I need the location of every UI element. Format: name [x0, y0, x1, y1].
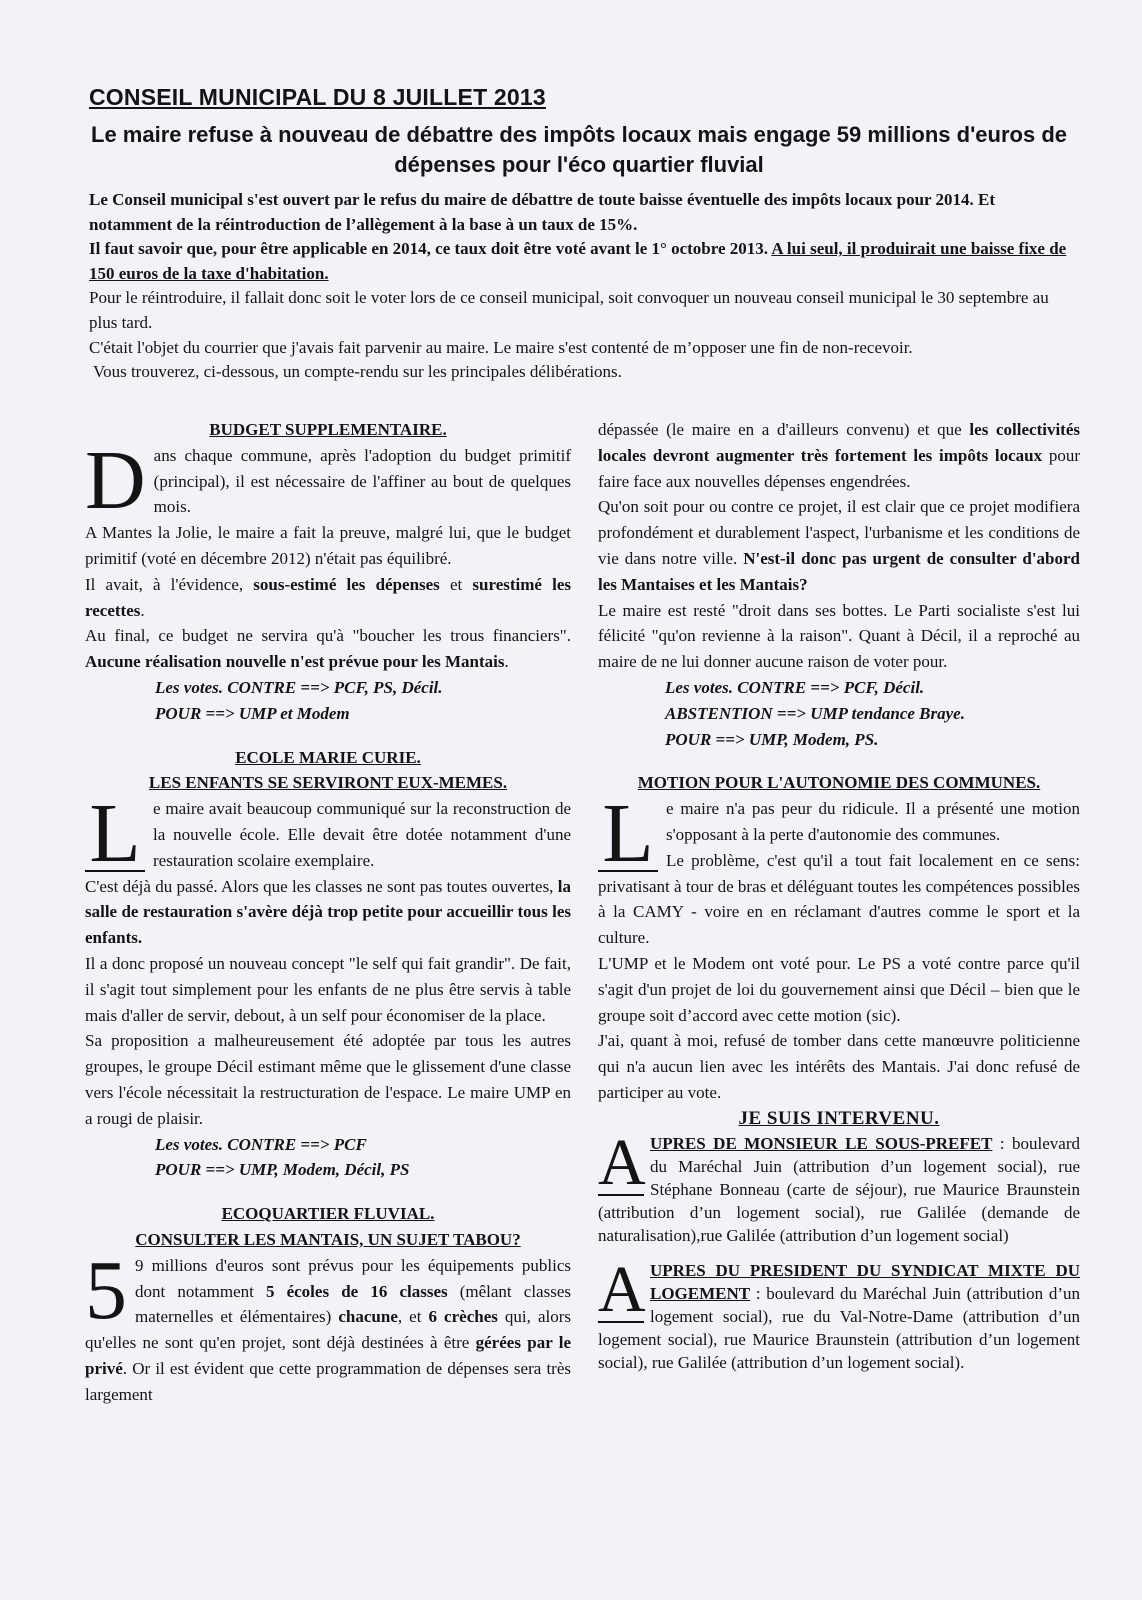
eco-p1-a: 9 millions d'euros sont prévus pour les équipements publics dont notamment: [135, 1255, 571, 1301]
eco-p1-e: , et: [397, 1307, 422, 1327]
right-p1-bold: les collectivités locales devront augmenter très fortement les impôts locaux: [598, 420, 1080, 465]
ecole-p2-bold: la salle de restauration s'avère déjà trop petite pour accueillir tous les enfants.: [85, 876, 571, 948]
ecole-paragraph-2: [85, 874, 571, 951]
intro-paragraph-3: Pour le réintroduire, il fallait donc soit le voter lors de ce conseil municipal, soit convoquer un nouveau conseil municipal le 30 septembre au plus tard.: [89, 288, 1049, 332]
ecole-heading-2: LES ENFANTS SE SERVIRONT EUX-MEMES.: [148, 773, 508, 793]
ecole-p2-a: C'est déjà du passé. Alors que les classes ne sont pas toutes ouvertes,: [85, 876, 554, 896]
budget-paragraph-2: A Mantes la Jolie, le maire a fait la preuve, malgré lui, que le budget primitif (voté en décembre 2012) n'était pas équilibré.: [85, 523, 571, 568]
intro-p2-text: Il faut savoir que, pour être applicable en 2014, ce taux doit être voté avant le 1° octobre 2013.: [89, 239, 769, 259]
eco-p1-bold-3: 6 crèches: [428, 1307, 498, 1327]
budget-p3-bold-1: sous-estimé les dépenses: [253, 574, 440, 594]
eco-paragraph-1: [85, 1243, 572, 1408]
intro-paragraph-2: [89, 237, 1081, 286]
motion-paragraph-1: [598, 787, 1080, 881]
intervenu-syndicat: [598, 1252, 1080, 1374]
ecole-p1-text: e maire avait beaucoup communiqué sur la reconstruction de la nouvelle école. Elle devait être dotée notamment d'une restauration scolaire exemplaire.: [153, 799, 571, 870]
page-subtitle: Le maire refuse à nouveau de débattre des impôts locaux mais engage 59 millions d'euros de dépenses pour l'éco quartier fluvial: [91, 122, 1067, 177]
intervenu-sous-prefet-text: : boulevard du Maréchal Juin (attribution d’un logement social), rue Stéphane Bonneau (carte de séjour), rue Maurice Braunstein (attribution d’un logement social), rue Galilée (demande de naturalisation),rue Galilée (attribution d’un logement social): [598, 1133, 1080, 1245]
budget-votes-pour: POUR ==> UMP et Modem: [155, 703, 350, 723]
intro-paragraph-1: Le Conseil municipal s'est ouvert par le refus du maire de débattre de toute baisse éventuelle des impôts locaux pour 2014. Et notamment de la réintroduction de l’allègement à la base à un taux de 15%.: [89, 190, 996, 234]
intro-section: [89, 188, 1081, 385]
budget-paragraph-4: [85, 623, 571, 675]
budget-p3-a: Il avait, à l'évidence,: [85, 574, 244, 594]
budget-p4-bold: Aucune réalisation nouvelle n'est prévue pour les Mantais: [85, 652, 505, 672]
budget-p3-c: et: [449, 574, 463, 594]
ecole-votes-pour: POUR ==> UMP, Modem, Décil, PS: [155, 1160, 410, 1180]
budget-paragraph-1: [85, 433, 571, 527]
intro-paragraph-4: C'était l'objet du courrier que j'avais fait parvenir au maire. Le maire s'est contenté de m’opposer une fin de non-recevoir.: [89, 337, 913, 357]
intervenu-sous-prefet-title: UPRES DE MONSIEUR LE SOUS-PREFET: [650, 1133, 993, 1153]
right-column: [598, 417, 1080, 1374]
motion-paragraph-3: L'UMP et le Modem ont voté pour. Le PS a voté contre parce qu'il s'agit d'un projet de loi du gouvernement ainsi que Décil – bien que le groupe soit d’accord avec cette motion (sic).: [598, 953, 1080, 1025]
ecole-dropcap: L: [85, 802, 145, 872]
intervenu-dropcap-2: A: [598, 1252, 646, 1326]
eco-votes-pour: POUR ==> UMP, Modem, PS.: [665, 729, 879, 749]
ecole-paragraph-1: [85, 787, 571, 881]
ecole-paragraph-4: Sa proposition a malheureusement été adoptée par tous les autres groupes, le groupe Décil estimant même que le glissement d'une classe vers l'école nécessitait la restructuration de l'espace. Le maire UMP en a rougi de plaisir.: [85, 1031, 571, 1128]
eco-dropcap: 5: [85, 1243, 127, 1337]
ecole-heading-1: ECOLE MARIE CURIE.: [235, 747, 421, 767]
intervenu-syndicat-title: UPRES DU PRESIDENT DU SYNDICAT MIXTE DU LOGEMENT: [650, 1260, 1080, 1303]
right-p2-a: Qu'on soit pour ou contre ce projet, il est clair que ce projet modifiera profondément et durablement l'aspect, l'urbanisme et les conditions de vie dans notre ville.: [598, 497, 1080, 568]
eco-continued-paragraph-2: [598, 494, 1080, 597]
right-p2-bold: N'est-il donc pas urgent de consulter d'abord les Mantaises et les Mantais?: [598, 548, 1080, 594]
eco-p1-bold-1: 5 écoles de 16 classes: [265, 1281, 448, 1301]
eco-heading-1: ECOQUARTIER FLUVIAL.: [221, 1204, 435, 1224]
intervenu-sous-prefet: [598, 1125, 1080, 1247]
intro-p2-underlined: A lui seul, il produirait une baisse fixe de 150 euros de la taxe d'habitation.: [89, 239, 1067, 283]
intro-paragraph-5: Vous trouverez, ci-dessous, un compte-rendu sur les principales délibérations.: [93, 362, 622, 382]
budget-p4-c: .: [504, 652, 509, 672]
budget-heading: BUDGET SUPPLEMENTAIRE.: [209, 420, 447, 439]
eco-votes-contre: Les votes. CONTRE ==> PCF, Décil.: [665, 677, 925, 697]
eco-continued-paragraph-3: Le maire est resté "droit dans ses bottes. Le Parti socialiste s'est lui félicité "qu'on revienne à la raison". Quant à Décil, il a reproché au maire de ne lui donner aucune raison de voter pour.: [598, 600, 1080, 672]
motion-paragraph-2: Le problème, c'est qu'il a tout fait localement en ce sens: privatisant à tour de bras et déléguant toutes les compétences possibles à la CAMY - voire en en réclamant d'autres comme le sport et la culture.: [598, 850, 1080, 948]
intervenu-dropcap-1: A: [598, 1125, 646, 1199]
motion-paragraph-4: J'ai, quant à moi, refusé de tomber dans cette manœuvre politicienne qui n'a aucun lien avec les intérêts des Mantais. J'ai donc refusé de participer au vote.: [598, 1031, 1080, 1102]
eco-heading-2: CONSULTER LES MANTAIS, UN SUJET TABOU?: [135, 1229, 521, 1249]
page-title: CONSEIL MUNICIPAL DU 8 JUILLET 2013: [89, 84, 546, 110]
motion-dropcap: L: [598, 802, 658, 872]
budget-dropcap: D: [85, 433, 146, 527]
ecole-votes-contre: Les votes. CONTRE ==> PCF: [155, 1134, 367, 1154]
eco-p1-g: qui, alors qu'elles ne sont qu'en projet, sont déjà destinées à être: [85, 1307, 571, 1353]
budget-votes-contre: Les votes. CONTRE ==> PCF, PS, Décil.: [155, 677, 443, 697]
budget-p4-a: Au final, ce budget ne servira qu'à "boucher les trous financiers".: [85, 626, 571, 646]
eco-continued-paragraph-1: [598, 417, 1080, 494]
motion-p1-text: e maire n'a pas peur du ridicule. Il a présenté une motion s'opposant à la perte d'autonomie des communes.: [666, 799, 1080, 844]
intervenu-heading: JE SUIS INTERVENU.: [738, 1107, 940, 1129]
budget-p3-bold-2: surestimé les recettes: [85, 574, 572, 620]
eco-p1-i: . Or il est évident que cette programmation de dépenses sera très largement: [85, 1358, 571, 1404]
budget-paragraph-3: [85, 572, 571, 624]
intervenu-syndicat-text: : boulevard du Maréchal Juin (attribution d’un logement social), rue du Val-Notre-Dame (attribution d’un logement social), rue Maurice Braunstein (attribution d’un logement social), rue Galilée (attribution d’un logement social).: [598, 1283, 1080, 1372]
right-p1-c: pour faire face aux nouvelles dépenses engendrées.: [598, 445, 1080, 491]
eco-p1-bold-4: gérées par le privé: [85, 1333, 572, 1378]
eco-p1-bold-2: chacune: [338, 1307, 398, 1327]
ecole-paragraph-3: Il a donc proposé un nouveau concept "le self qui fait grandir". De fait, il s'agit tout simplement pour les enfants de ne plus être servis à table mais d'aller de servir, debout, à un self pour économiser de la place.: [85, 953, 571, 1025]
motion-heading: MOTION POUR L'AUTONOMIE DES COMMUNES.: [637, 773, 1041, 793]
left-column: [85, 417, 571, 1407]
budget-p3-e: .: [140, 600, 145, 620]
eco-p1-c: (mêlant classes maternelles et élémentaires): [135, 1281, 571, 1327]
eco-votes-abstention: ABSTENTION ==> UMP tendance Braye.: [665, 703, 965, 723]
right-p1-a: dépassée (le maire en a d'ailleurs convenu) et que: [598, 420, 962, 439]
budget-p1-text: ans chaque commune, après l'adoption du budget primitif (principal), il est nécessaire de l'affiner au bout de quelques mois.: [153, 445, 571, 517]
